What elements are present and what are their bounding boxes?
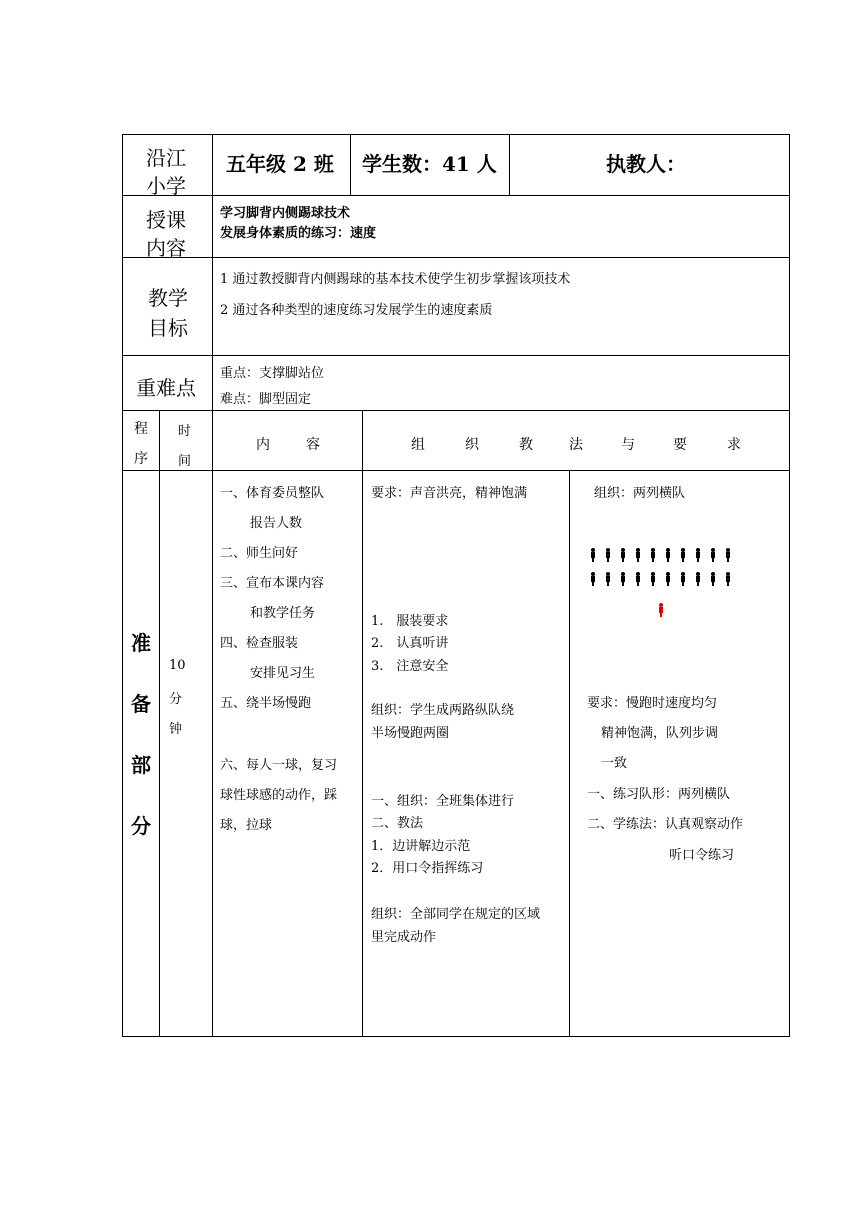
method-organization: 半场慢跑两圈 bbox=[371, 726, 450, 741]
method-teaching-step: 1．边讲解边示范 bbox=[371, 839, 471, 854]
formation-organization: 组织：两列横队 bbox=[594, 486, 686, 501]
method-header-char: 法 bbox=[569, 437, 583, 453]
row-divider bbox=[122, 410, 790, 411]
table-border-bottom bbox=[122, 1036, 790, 1037]
student-figure bbox=[591, 548, 595, 562]
col-divider bbox=[509, 134, 510, 196]
student-figure bbox=[681, 572, 685, 586]
formation-requirement: 精神饱满，队列步调 bbox=[601, 726, 719, 741]
procedure-header-2: 序 bbox=[134, 451, 148, 467]
school-name-line2: 小学 bbox=[146, 174, 186, 198]
method-list-item: 3. 注意安全 bbox=[371, 659, 449, 674]
table-border-right bbox=[789, 134, 790, 1037]
section-char: 分 bbox=[131, 814, 151, 838]
goal-item-2: 2 通过各种类型的速度练习发展学生的速度素质 bbox=[220, 303, 493, 318]
section-char: 备 bbox=[131, 692, 151, 716]
student-figure bbox=[636, 572, 640, 586]
teacher-label: 执教人： bbox=[606, 152, 686, 176]
goals-label-line2: 目标 bbox=[148, 316, 188, 340]
key-point: 重点：支撑脚站位 bbox=[220, 366, 325, 381]
goal-item-1: 1 通过教授脚背内侧踢球的基本技术使学生初步掌握该项技术 bbox=[220, 272, 571, 287]
student-figure bbox=[651, 548, 655, 562]
formation-practice: 二、学练法：认真观察动作 bbox=[587, 817, 744, 832]
student-figure bbox=[726, 572, 730, 586]
student-figure bbox=[696, 572, 700, 586]
content-item: 和教学任务 bbox=[250, 606, 316, 621]
method-header-char: 教 bbox=[519, 437, 533, 453]
method-header-char: 求 bbox=[727, 437, 741, 453]
formation-practice: 听口令练习 bbox=[669, 848, 735, 863]
method-organization: 组织：学生成两路纵队绕 bbox=[371, 703, 515, 718]
method-header-char: 组 bbox=[411, 437, 425, 453]
method-organization: 组织：全部同学在规定的区域 bbox=[371, 907, 541, 922]
section-char: 部 bbox=[131, 753, 151, 777]
student-figure bbox=[636, 548, 640, 562]
formation-requirement: 一致 bbox=[601, 756, 628, 771]
method-header-char: 要 bbox=[673, 437, 687, 453]
method-organization: 一、组织：全班集体进行 bbox=[371, 794, 515, 809]
content-item: 球性球感的动作，踩 bbox=[220, 788, 338, 803]
student-figure bbox=[651, 572, 655, 586]
content-label-line1: 授课 bbox=[146, 208, 186, 232]
content-item: 球，拉球 bbox=[220, 818, 273, 833]
row-divider bbox=[122, 195, 790, 196]
student-figure bbox=[666, 548, 670, 562]
formation-diagram bbox=[585, 544, 745, 620]
table-border-top bbox=[122, 134, 790, 135]
col-divider bbox=[569, 470, 570, 1037]
content-item: 报告人数 bbox=[250, 516, 303, 531]
content-label-line2: 内容 bbox=[146, 236, 186, 260]
time-header-2: 间 bbox=[178, 454, 192, 469]
student-figure bbox=[711, 572, 715, 586]
student-figure bbox=[666, 572, 670, 586]
student-figure bbox=[621, 548, 625, 562]
content-item: 一、体育委员整队 bbox=[220, 486, 325, 501]
goals-label-line1: 教学 bbox=[148, 286, 188, 310]
method-header-char: 织 bbox=[465, 437, 479, 453]
student-figure bbox=[606, 548, 610, 562]
teacher-figure bbox=[659, 603, 663, 617]
method-teaching: 二、教法 bbox=[371, 816, 424, 831]
row-divider bbox=[122, 257, 790, 258]
col-divider bbox=[212, 134, 213, 1037]
content-header-2: 容 bbox=[306, 437, 320, 453]
col-divider bbox=[159, 410, 160, 1037]
content-header-1: 内 bbox=[256, 437, 270, 453]
method-teaching-step: 2．用口令指挥练习 bbox=[371, 861, 484, 876]
school-name-line1: 沿江 bbox=[146, 146, 186, 170]
procedure-header-1: 程 bbox=[134, 421, 148, 437]
student-figure bbox=[591, 572, 595, 586]
time-unit-1: 分 bbox=[169, 692, 183, 707]
student-figure bbox=[696, 548, 700, 562]
student-figure bbox=[726, 548, 730, 562]
content-item: 五、绕半场慢跑 bbox=[220, 696, 312, 711]
time-unit-2: 钟 bbox=[169, 722, 183, 737]
section-char: 准 bbox=[131, 631, 151, 655]
content-item: 六、每人一球，复习 bbox=[220, 758, 338, 773]
formation-practice: 一、练习队形：两列横队 bbox=[587, 787, 731, 802]
difficult-point: 难点：脚型固定 bbox=[220, 392, 312, 407]
content-item: 三、宣布本课内容 bbox=[220, 576, 325, 591]
method-requirement: 要求：声音洪亮，精神饱满 bbox=[371, 486, 528, 501]
row-divider bbox=[122, 470, 790, 471]
class-name: 五年级 2 班 bbox=[226, 152, 334, 176]
student-figure bbox=[711, 548, 715, 562]
method-list-item: 2. 认真听讲 bbox=[371, 636, 449, 651]
table-border-left bbox=[122, 134, 123, 1037]
key-points-label: 重难点 bbox=[136, 376, 196, 400]
col-divider bbox=[350, 134, 351, 196]
student-figure bbox=[606, 572, 610, 586]
content-item: 安排见习生 bbox=[250, 666, 316, 681]
student-count: 学生数：41 人 bbox=[362, 152, 497, 176]
formation-requirement: 要求：慢跑时速度均匀 bbox=[587, 696, 718, 711]
content-line-2: 发展身体素质的练习：速度 bbox=[220, 226, 377, 241]
col-divider bbox=[362, 410, 363, 1037]
content-item: 四、检查服装 bbox=[220, 636, 299, 651]
method-organization: 里完成动作 bbox=[371, 930, 437, 945]
time-header-1: 时 bbox=[178, 424, 192, 439]
method-list-item: 1. 服装要求 bbox=[371, 614, 449, 629]
student-figure bbox=[621, 572, 625, 586]
row-divider bbox=[122, 355, 790, 356]
method-header-char: 与 bbox=[621, 437, 635, 453]
content-item: 二、师生问好 bbox=[220, 546, 299, 561]
content-line-1: 学习脚背内侧踢球技术 bbox=[220, 206, 351, 221]
time-value: 10 bbox=[169, 658, 186, 673]
student-figure bbox=[681, 548, 685, 562]
